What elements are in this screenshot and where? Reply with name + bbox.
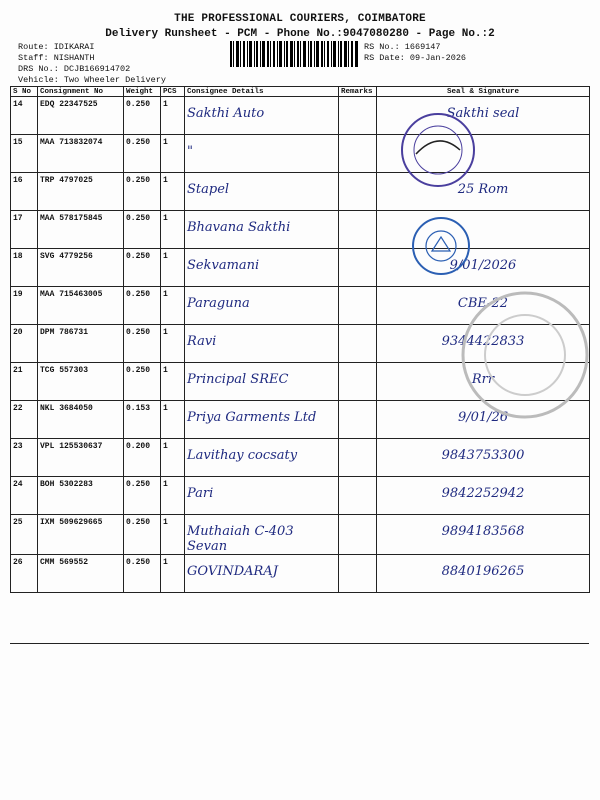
row-weight: 0.250 bbox=[124, 97, 161, 135]
row-remarks bbox=[339, 515, 377, 555]
row-remarks bbox=[339, 363, 377, 401]
table-row bbox=[11, 173, 590, 211]
row-pcs: 1 bbox=[161, 97, 185, 135]
col-consignee: Consignee Details bbox=[185, 87, 339, 97]
table-row bbox=[11, 477, 590, 515]
drs-label: DRS No.: DCJB166914702 bbox=[18, 64, 131, 74]
row-sno: 15 bbox=[11, 135, 38, 173]
table-header-row bbox=[11, 87, 590, 97]
row-sno: 26 bbox=[11, 555, 38, 593]
row-remarks bbox=[339, 439, 377, 477]
row-signature bbox=[377, 439, 590, 477]
row-sno: 23 bbox=[11, 439, 38, 477]
handwritten-signature: Sakthi seal bbox=[446, 106, 520, 121]
row-consignee bbox=[185, 287, 339, 325]
handwritten-consignee: " bbox=[187, 144, 193, 159]
col-consignment: Consignment No bbox=[38, 87, 124, 97]
handwritten-consignee: Pari bbox=[187, 486, 214, 501]
handwritten-signature: 9894183568 bbox=[441, 524, 525, 539]
row-consignee bbox=[185, 515, 339, 555]
row-consignee bbox=[185, 555, 339, 593]
handwritten-consignee: Lavithay cocsaty bbox=[187, 448, 298, 463]
row-weight: 0.250 bbox=[124, 555, 161, 593]
row-remarks bbox=[339, 173, 377, 211]
row-consignment-no: MAA 713832074 bbox=[38, 135, 124, 173]
row-sno: 24 bbox=[11, 477, 38, 515]
rs-date-label: RS Date: 09-Jan-2026 bbox=[364, 53, 467, 63]
row-pcs: 1 bbox=[161, 477, 185, 515]
route-label: Route: IDIKARAI bbox=[18, 42, 95, 52]
handwritten-consignee: Sakthi Auto bbox=[187, 106, 265, 121]
row-consignment-no: BOH 5302283 bbox=[38, 477, 124, 515]
handwritten-consignee: GOVINDARAJ bbox=[187, 564, 278, 579]
row-remarks bbox=[339, 287, 377, 325]
row-weight: 0.153 bbox=[124, 401, 161, 439]
col-signature: Seal & Signature bbox=[377, 87, 590, 97]
handwritten-signature: Rrr bbox=[471, 372, 495, 387]
row-pcs: 1 bbox=[161, 173, 185, 211]
row-pcs: 1 bbox=[161, 515, 185, 555]
row-sno: 22 bbox=[11, 401, 38, 439]
row-sno: 21 bbox=[11, 363, 38, 401]
row-remarks bbox=[339, 249, 377, 287]
meta-left bbox=[18, 42, 166, 86]
row-pcs: 1 bbox=[161, 555, 185, 593]
row-consignee bbox=[185, 211, 339, 249]
row-remarks bbox=[339, 477, 377, 515]
row-remarks bbox=[339, 211, 377, 249]
handwritten-consignee: Sekvamani bbox=[187, 258, 260, 273]
runsheet-title: THE PROFESSIONAL COURIERS, COIMBATORE bbox=[174, 13, 426, 25]
row-weight: 0.250 bbox=[124, 325, 161, 363]
row-consignee bbox=[185, 401, 339, 439]
sakthi-seal-stamp bbox=[410, 215, 472, 277]
row-remarks bbox=[339, 97, 377, 135]
meta-right bbox=[364, 42, 466, 64]
row-sno: 25 bbox=[11, 515, 38, 555]
row-remarks bbox=[339, 135, 377, 173]
handwritten-consignee: Stapel bbox=[187, 182, 230, 197]
row-pcs: 1 bbox=[161, 325, 185, 363]
row-pcs: 1 bbox=[161, 401, 185, 439]
handwritten-signature: 25 Rom bbox=[457, 182, 509, 197]
handwritten-signature: 9/01/26 bbox=[457, 410, 509, 425]
row-consignee bbox=[185, 325, 339, 363]
row-weight: 0.250 bbox=[124, 287, 161, 325]
row-consignee bbox=[185, 135, 339, 173]
row-consignment-no: MAA 715463005 bbox=[38, 287, 124, 325]
row-pcs: 1 bbox=[161, 439, 185, 477]
row-weight: 0.250 bbox=[124, 515, 161, 555]
col-pcs: PCS bbox=[161, 87, 185, 97]
row-weight: 0.250 bbox=[124, 477, 161, 515]
row-weight: 0.200 bbox=[124, 439, 161, 477]
table-row bbox=[11, 135, 590, 173]
row-consignment-no: VPL 125530637 bbox=[38, 439, 124, 477]
row-pcs: 1 bbox=[161, 249, 185, 287]
row-consignee bbox=[185, 363, 339, 401]
table-row bbox=[11, 97, 590, 135]
row-weight: 0.250 bbox=[124, 135, 161, 173]
rs-no-label: RS No.: 1669147 bbox=[364, 42, 441, 52]
staff-label: Staff: NISHANTH bbox=[18, 53, 95, 63]
barcode-image bbox=[230, 41, 358, 67]
row-consignee bbox=[185, 249, 339, 287]
row-weight: 0.250 bbox=[124, 211, 161, 249]
row-consignee bbox=[185, 173, 339, 211]
table-row bbox=[11, 211, 590, 249]
col-remarks: Remarks bbox=[339, 87, 377, 97]
row-consignment-no: SVG 4779256 bbox=[38, 249, 124, 287]
page-bottom-rule bbox=[10, 643, 589, 644]
handwritten-consignee: Paraguna bbox=[187, 296, 250, 311]
col-weight: Weight bbox=[124, 87, 161, 97]
handwritten-consignee: Bhavana Sakthi bbox=[187, 220, 291, 235]
row-consignee bbox=[185, 439, 339, 477]
row-consignment-no: TRP 4797025 bbox=[38, 173, 124, 211]
row-consignment-no: EDQ 22347525 bbox=[38, 97, 124, 135]
runsheet-subtitle: Delivery Runsheet - PCM - Phone No.:9047080280 - Page No.:2 bbox=[105, 28, 495, 40]
col-sno: S No bbox=[11, 87, 38, 97]
row-pcs: 1 bbox=[161, 135, 185, 173]
row-weight: 0.250 bbox=[124, 363, 161, 401]
handwritten-signature: 9843753300 bbox=[441, 448, 525, 463]
table-row bbox=[11, 555, 590, 593]
table-row bbox=[11, 439, 590, 477]
row-sno: 18 bbox=[11, 249, 38, 287]
handwritten-consignee: Muthaiah C-403 Sevan bbox=[187, 524, 294, 554]
round-seal-stamp bbox=[455, 285, 595, 425]
handwritten-signature: 8840196265 bbox=[441, 564, 525, 579]
row-sno: 16 bbox=[11, 173, 38, 211]
handwritten-signature: 9344422833 bbox=[441, 334, 525, 349]
row-consignment-no: NKL 3684050 bbox=[38, 401, 124, 439]
row-consignment-no: CMM 569552 bbox=[38, 555, 124, 593]
row-signature bbox=[377, 211, 590, 249]
row-consignment-no: TCG 557303 bbox=[38, 363, 124, 401]
row-remarks bbox=[339, 555, 377, 593]
handwritten-consignee: Principal SREC bbox=[187, 372, 289, 387]
row-remarks bbox=[339, 325, 377, 363]
row-consignee bbox=[185, 97, 339, 135]
row-weight: 0.250 bbox=[124, 249, 161, 287]
vehicle-label: Vehicle: Two Wheeler Delivery bbox=[18, 75, 166, 85]
row-consignee bbox=[185, 477, 339, 515]
row-consignment-no: IXM 509629665 bbox=[38, 515, 124, 555]
handwritten-signature: 9/01/2026 bbox=[449, 258, 517, 273]
handwritten-signature: CBE-22 bbox=[457, 296, 509, 311]
table-row bbox=[11, 515, 590, 555]
row-consignment-no: MAA 578175845 bbox=[38, 211, 124, 249]
company-seal-stamp bbox=[398, 110, 478, 190]
row-signature bbox=[377, 555, 590, 593]
table-row bbox=[11, 249, 590, 287]
row-pcs: 1 bbox=[161, 211, 185, 249]
row-weight: 0.250 bbox=[124, 173, 161, 211]
handwritten-consignee: Priya Garments Ltd bbox=[187, 410, 317, 425]
row-sno: 14 bbox=[11, 97, 38, 135]
row-sno: 17 bbox=[11, 211, 38, 249]
row-signature bbox=[377, 249, 590, 287]
row-sno: 20 bbox=[11, 325, 38, 363]
row-signature bbox=[377, 477, 590, 515]
handwritten-consignee: Ravi bbox=[187, 334, 217, 349]
row-pcs: 1 bbox=[161, 363, 185, 401]
row-remarks bbox=[339, 401, 377, 439]
row-signature bbox=[377, 515, 590, 555]
row-consignment-no: DPM 786731 bbox=[38, 325, 124, 363]
handwritten-signature: 9842252942 bbox=[441, 486, 525, 501]
row-pcs: 1 bbox=[161, 287, 185, 325]
row-sno: 19 bbox=[11, 287, 38, 325]
